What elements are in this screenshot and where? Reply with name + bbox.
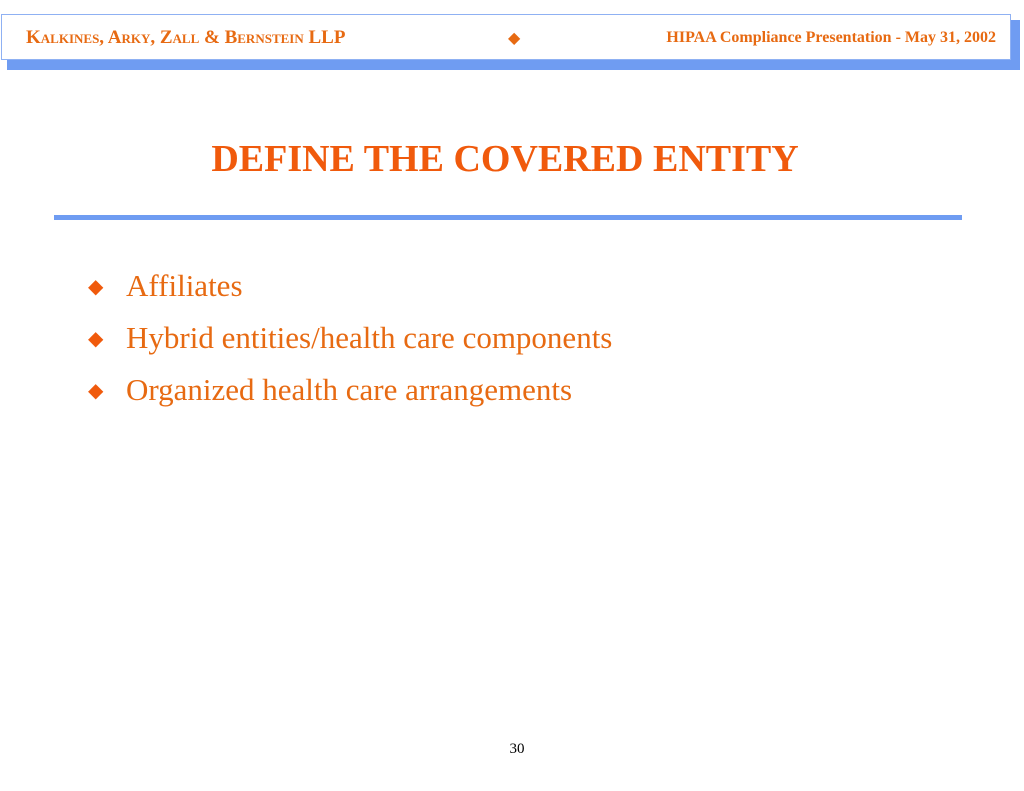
- bullet-text: Affiliates: [126, 268, 243, 303]
- bullet-text: Hybrid entities/health care components: [126, 320, 613, 355]
- bullet-text: Organized health care arrangements: [126, 372, 573, 407]
- diamond-icon: ◆: [508, 30, 521, 47]
- header-presentation-title: HIPAA Compliance Presentation - May 31, 2002: [666, 29, 996, 46]
- diamond-icon: ◆: [88, 379, 104, 402]
- bullet-list: [88, 260, 612, 416]
- bullet-item: [88, 260, 612, 312]
- title-divider: [54, 215, 962, 220]
- slide-title: DEFINE THE COVERED ENTITY: [211, 138, 799, 180]
- diamond-icon: ◆: [88, 275, 104, 298]
- header-firm-name: Kalkines, Arky, Zall & Bernstein LLP: [26, 27, 346, 48]
- diamond-icon: ◆: [88, 327, 104, 350]
- page-number: 30: [509, 741, 525, 757]
- bullet-item: [88, 364, 612, 416]
- bullet-item: [88, 312, 612, 364]
